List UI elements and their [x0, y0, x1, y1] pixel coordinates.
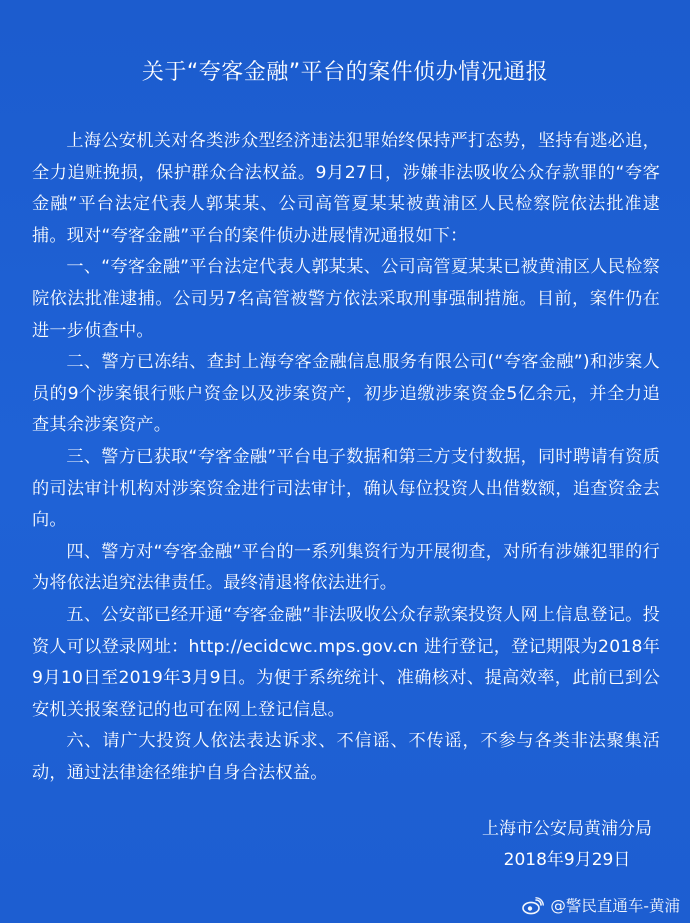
intro-paragraph: 上海公安机关对各类涉众型经济违法犯罪始终保持严打态势，坚持有逃必追，全力追赃挽损，保护群众合法权益。9月27日，涉嫌非法吸收公众存款罪的“夸客金融”平台法定代表人郭某某、公司高管夏某某被黄浦区人民检察院依法批准逮捕。现对“夸客金融”平台的案件侦办进展情况通报如下： [32, 131, 660, 246]
item-5-paragraph: 五、公安部已经开通“夸客金融”非法吸收公众存款案投资人网上信息登记。投资人可以登录网址：http://ecidcwc.mps.gov.cn 进行登记，登记期限为2018年9月10日至2019年3月9日。为便于系统统计、准确核对、提高效率，此前已到公安机关报案登记的也可在网上登记信息。 [32, 604, 660, 720]
notice-body [32, 126, 660, 789]
watermark-handle: @警民直通车-黄浦 [550, 897, 680, 915]
issue-date: 2018年9月29日 [503, 850, 631, 870]
item-4-paragraph: 四、警方对“夸客金融”平台的一系列集资行为开展彻查，对所有涉嫌犯罪的行为将依法追究法律责任。最终清退将依法进行。 [32, 541, 660, 594]
item-2-paragraph: 二、警方已冻结、查封上海夸客金融信息服务有限公司(“夸客金融”)和涉案人员的9个涉案银行账户资金以及涉案资产，初步追缴涉案资金5亿余元，并全力追查其余涉案资产。 [32, 352, 660, 436]
item-3-paragraph: 三、警方已获取“夸客金融”平台电子数据和第三方支付数据，同时聘请有资质的司法审计机构对涉案资金进行司法审计，确认每位投资人出借数额，追查资金去向。 [32, 446, 660, 531]
notice-title: 关于“夸客金融”平台的案件侦办情况通报 [141, 60, 549, 85]
signature-block [482, 814, 652, 876]
issuer-name: 上海市公安局黄浦分局 [482, 819, 652, 839]
item-1-paragraph: 一、“夸客金融”平台法定代表人郭某某、公司高管夏某某已被黄浦区人民检察院依法批准逮捕。公司另7名高管被警方依法采取刑事强制措施。目前，案件仍在进一步侦查中。 [32, 257, 660, 341]
weibo-watermark [522, 895, 680, 917]
item-6-paragraph: 六、请广大投资人依法表达诉求、不信谣、不传谣，不参与各类非法聚集活动，通过法律途径维护自身合法权益。 [32, 731, 660, 783]
weibo-icon [522, 897, 544, 915]
